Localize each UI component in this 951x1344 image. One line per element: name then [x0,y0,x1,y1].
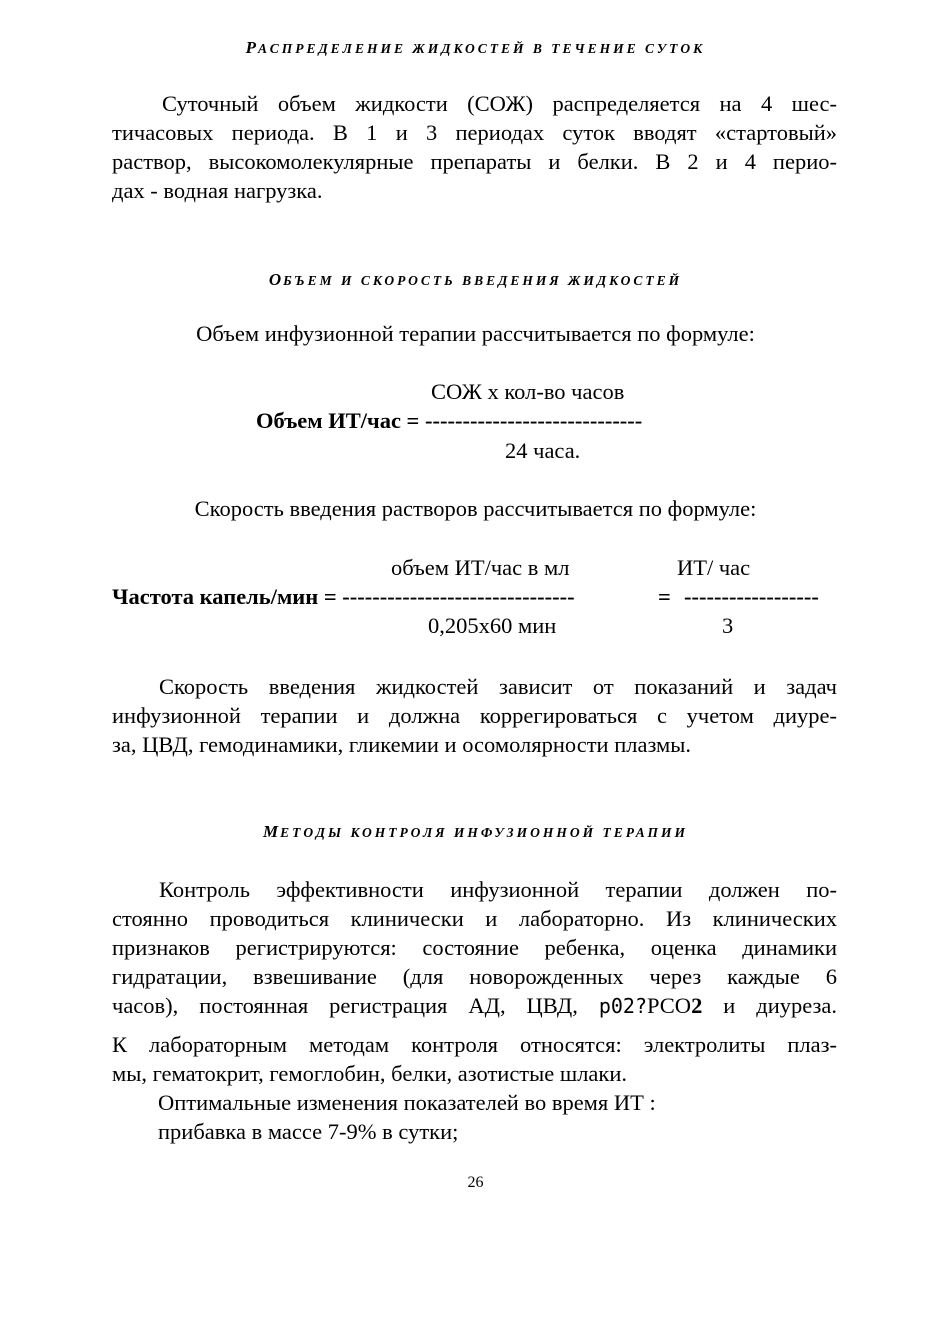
text-line: мы, гематокрит, гемоглобин, белки, азотистые шлаки. [112,1061,628,1086]
formula2-dashes: ------------------ [684,584,819,609]
pco-text: РСО [647,993,692,1018]
heading-text: АСПРЕДЕЛЕНИЕ ЖИДКОСТЕЙ В ТЕЧЕНИЕ СУТОК [258,41,706,56]
text-line: часов), постоянная регистрация АД, ЦВД, р02?РСО2 и диуреза. [112,993,838,1018]
section-heading-control-methods [0,822,951,842]
volume-formula-intro: Объем инфузионной терапии рассчитывается по формуле: [196,321,755,346]
text-line: Скорость введения жидкостей зависит от показаний и задач [159,674,837,699]
pco-subscript: 2 [691,993,703,1018]
text-line: К лабораторным методам контроля относятся: электролиты плаз- [112,1032,837,1057]
heading-text: БЪЕМ И СКОРОСТЬ ВВЕДЕНИЯ ЖИДКОСТЕЙ [283,273,683,288]
text-line: прибавка в массе 7-9% в сутки; [158,1119,459,1144]
formula2-denominator-volume: 0,205х60 мин [428,613,557,638]
formula2-numerator-volume: объем ИТ/час в мл [391,555,570,580]
formula1-denominator: 24 часа. [505,438,581,463]
formula2-numerator-it: ИТ/ час [677,555,751,580]
text-line: Оптимальные изменения показателей во время ИТ : [158,1090,656,1115]
paragraph-control-effectiveness [112,875,837,1021]
paragraph-daily-volume [112,89,837,205]
formula1-numerator: СОЖ х кол-во часов [431,379,625,404]
section-heading-fluid-distribution [0,38,951,58]
paragraph-optimal-changes [158,1088,838,1146]
po2-text: р02? [598,994,648,1018]
text-line: дах - водная нагрузка. [112,178,323,203]
text-line: Контроль эффективности инфузионной терапии должен по- [159,877,837,902]
formula2-lhs: Частота капель/мин = ------------------------------- [112,584,575,609]
speed-formula-intro: Скорость введения растворов рассчитывается по формуле: [194,496,757,521]
text-line: Суточный объем жидкости (СОЖ) распределяется на 4 шес- [162,91,837,116]
paragraph-lab-methods [112,1030,837,1088]
text-line: гидратации, взвешивание (для новорожденных через каждые 6 [112,964,837,989]
section-heading-volume-speed [0,270,951,290]
text-line: инфузионной терапии и должна коррегироваться с учетом диуре- [112,703,837,728]
heading-initial: О [268,270,284,289]
heading-initial: Р [245,38,259,57]
paragraph-infusion-speed [112,672,837,759]
formula1-lhs: Объем ИТ/час = ----------------------------- [256,408,643,433]
text-line: за, ЦВД, гемодинамики, гликемии и осомолярности плазмы. [112,732,692,757]
text-line: стоянно проводиться клинически и лабораторно. Из клинических [112,906,837,931]
text-line: тичасовых периода. В 1 и 3 периодах суток вводят «стартовый» [112,120,837,145]
heading-initial: М [263,822,281,841]
formula2-equals: = [658,584,671,609]
formula2-denominator-it: 3 [722,613,734,638]
page-number: 26 [467,1174,484,1191]
text-line: признаков регистрируются: состояние ребенка, оценка динамики [112,935,837,960]
text-line: раствор, высокомолекулярные препараты и белки. В 2 и 4 перио- [112,149,837,174]
heading-text: ЕТОДЫ КОНТРОЛЯ ИНФУЗИОННОЙ ТЕРАПИИ [280,825,688,840]
